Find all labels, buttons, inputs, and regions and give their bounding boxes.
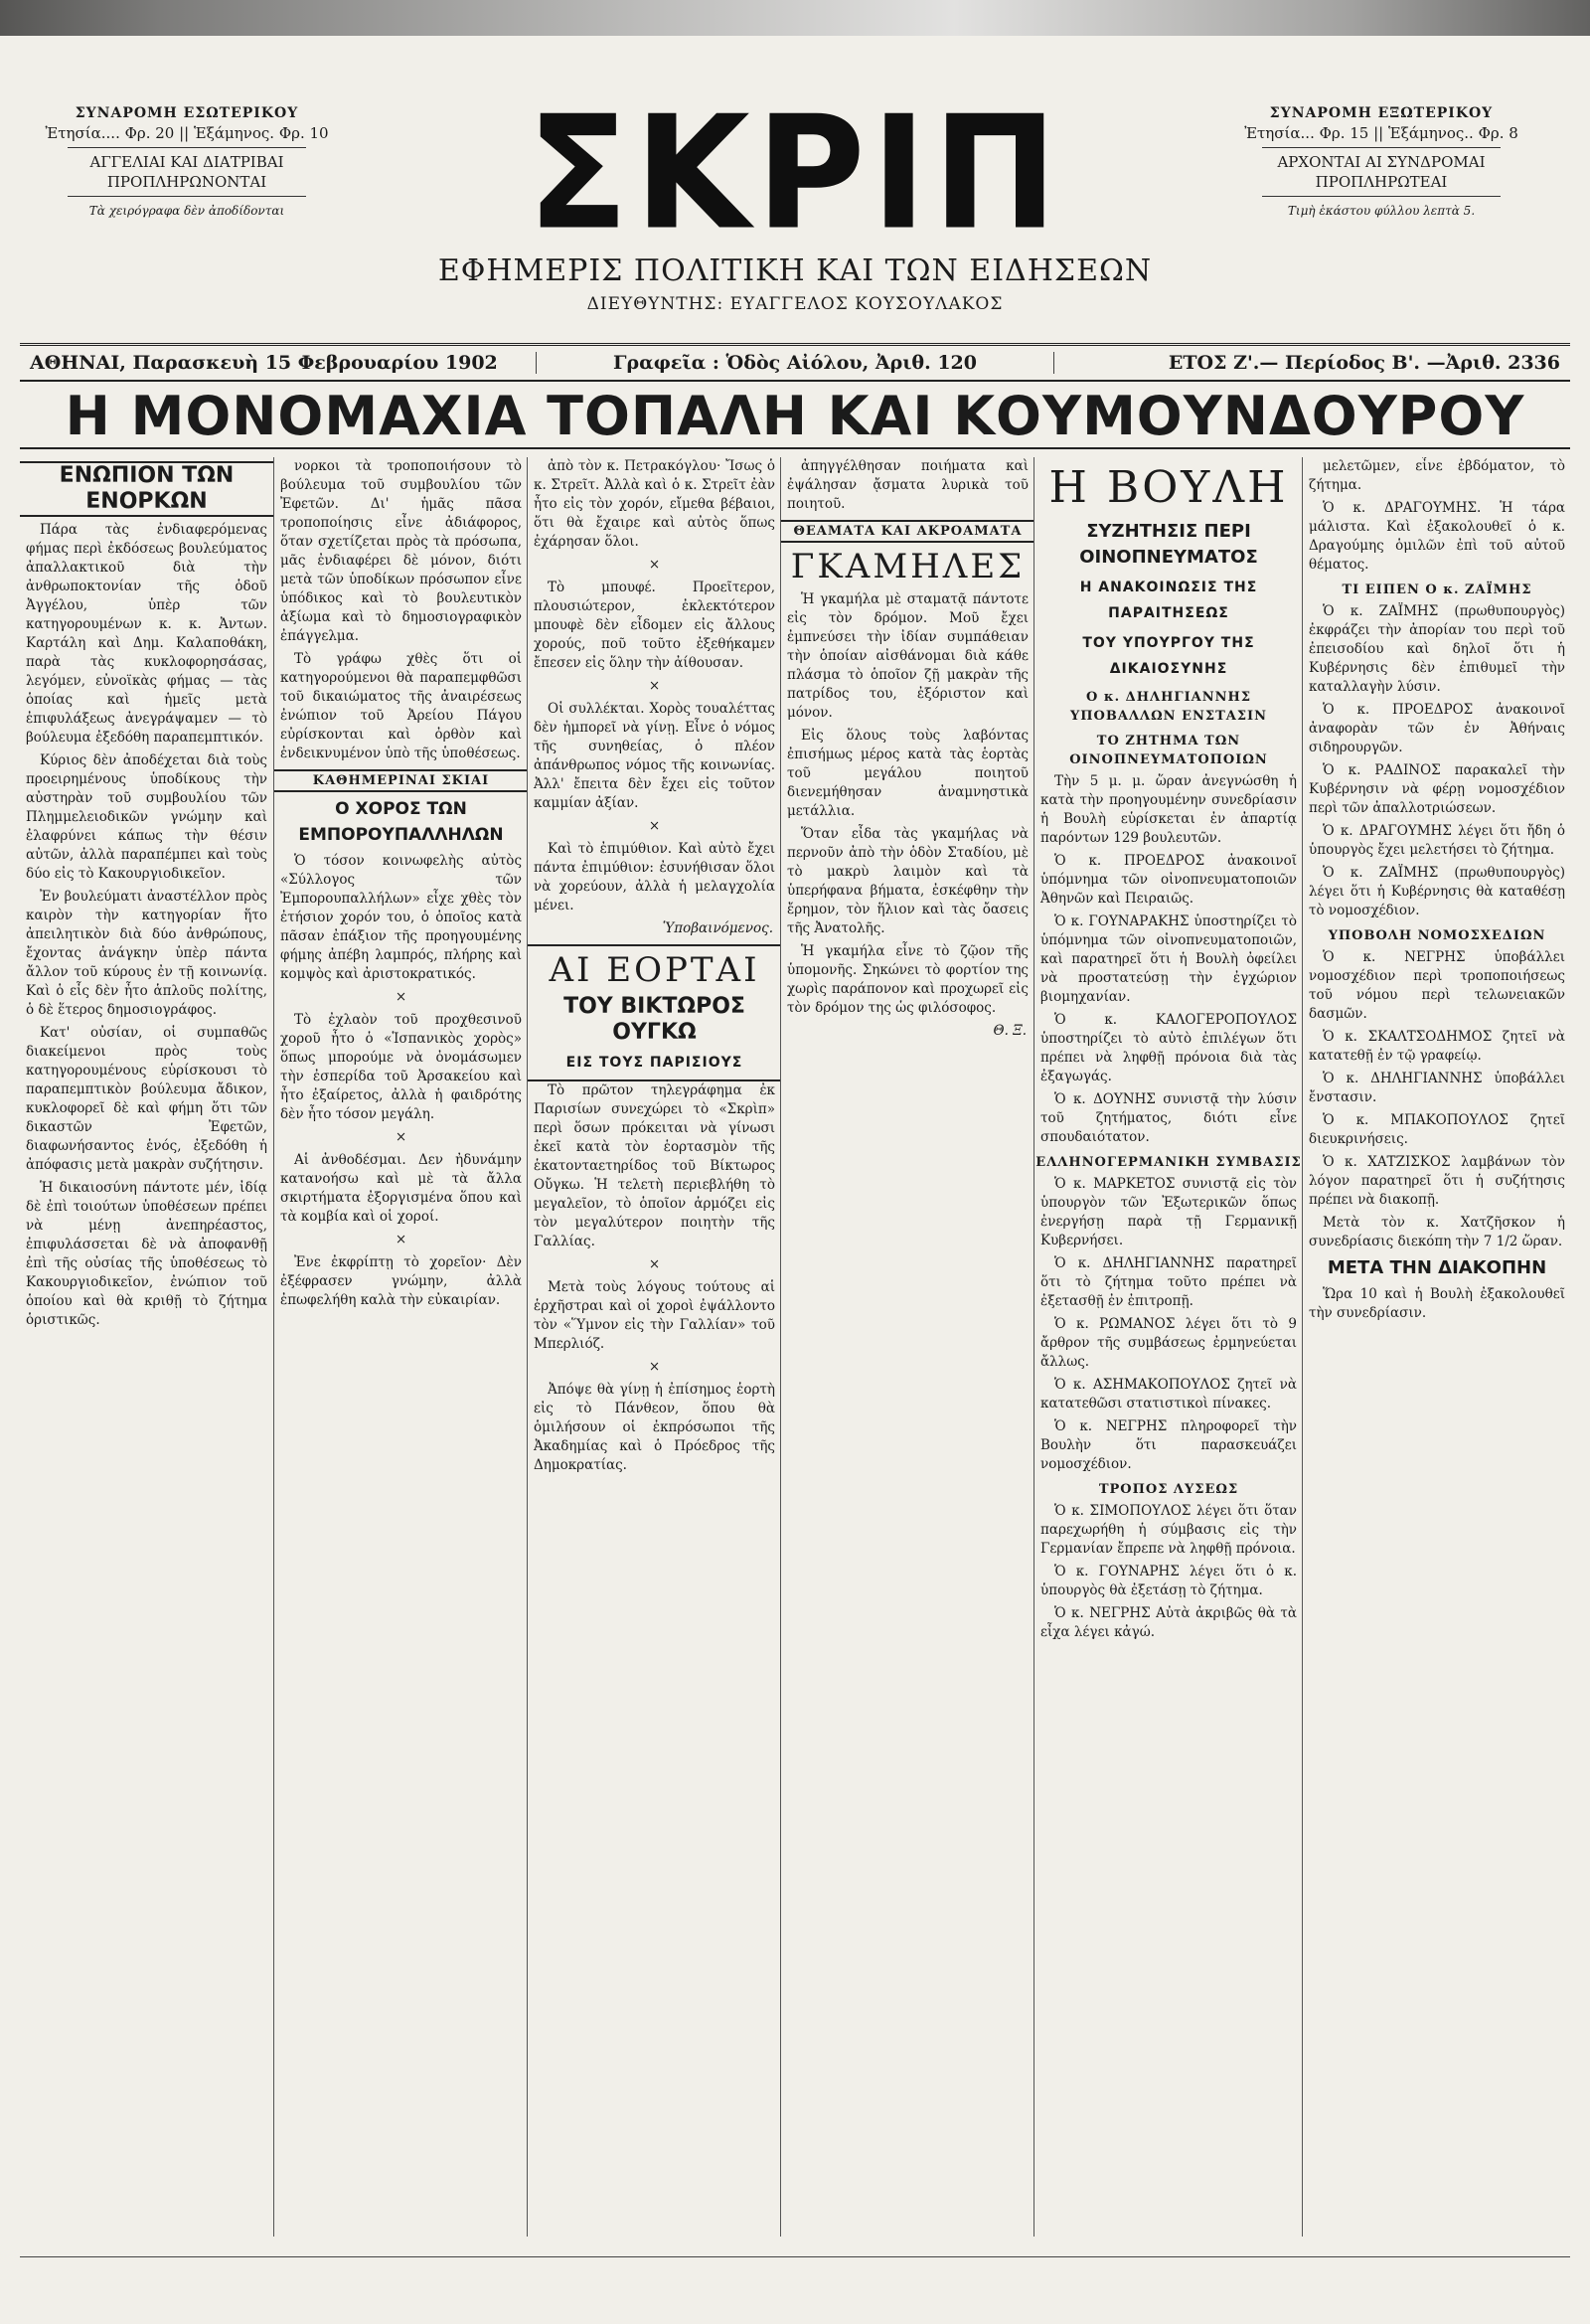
paragraph: Ὁ κ. ΜΑΡΚΕΤΟΣ συνιστᾷ εἰς τὸν ὑπουργὸν τῶν Ἐξωτερικῶν ὅπως ἐνεργήσῃ παρὰ τῇ Γερμανικῇ Κυβερνήσει. bbox=[1040, 1176, 1297, 1248]
section-separator: × bbox=[648, 1256, 661, 1272]
section-separator: × bbox=[648, 1359, 661, 1375]
paragraph: Ὁ τόσον κοινωφελὴς αὐτὸς «Σύλλογος τῶν Ἐμπορουπαλλήλων» εἶχε χθὲς τὸν ἐτήσιον χορόν του, ὁ ὁποῖος κατὰ πᾶσαν ἐπάξιον τῆς προηγουμένης φήμης ἀπέβη λαμπρός, πλήρης καὶ κομψὸς καὶ ἀριστοκρατικός. bbox=[280, 853, 522, 982]
section-separator: × bbox=[395, 989, 407, 1005]
manuscripts-note: Τὰ χειρόγραφα δὲν ἀποδίδονται bbox=[88, 204, 285, 218]
column-2 bbox=[273, 457, 528, 2237]
paragraph: ἀπὸ τὸν κ. Πετρακόγλου· Ἴσως ὁ κ. Στρεῖτ. Ἀλλὰ καὶ ὁ κ. Στρεῖτ ἐὰν ἦτο εἰς τὸν χορόν, εἴμεθα βέβαιοι, ὅτι θὰ ἔχαιρε καὶ αὐτὸς ὅπως ἐχάρησαν ὅλοι. bbox=[534, 458, 775, 550]
paragraph: Ὁ κ. ΔΡΑΓΟΥΜΗΣ λέγει ὅτι ἤδη ὁ ὑπουργὸς ἔχει μελετήσει τὸ ζήτημα. bbox=[1309, 823, 1565, 858]
paragraph: Ἡ δικαιοσύνη πάντοτε μέν, ἰδίᾳ δὲ ἐπὶ τοιούτων ὑποθέσεων πρέπει νὰ μένῃ ἀνεπηρέαστος, ἐπιφυλάσσεται δὲ νὰ ἀποφανθῇ ἐπὶ τῆς οὐσίας τῆς ὑποθέσεως τὸ Κακουργιοδικεῖον, ἐνώπιον τοῦ ὁποίου καὶ θὰ κριθῇ τὸ ζήτημα ὁριστικῶς. bbox=[26, 1180, 267, 1328]
subheading-objection: Ο κ. ΔΗΛΗΓΙΑΝΝΗΣ ΥΠΟΒΑΛΛΩΝ ΕΝΣΤΑΣΙΝ bbox=[1069, 690, 1267, 724]
paragraph: Τὸ ἐχλαὸν τοῦ προχθεσινοῦ χοροῦ ἦτο ὁ «Ἱσπανικὸς χορὸς» ὅπως μπορούμε νὰ ὀνομάσωμεν τὴν ἐσπερίδα τοῦ Ἀρσακείου καὶ ἦτο ἐξαίρετος, ἀλλὰ ἡ φαιδρότης δὲν ἦτο τόσον μεγάλη. bbox=[280, 1012, 522, 1122]
paragraph: Κατ' οὐσίαν, οἱ συμπαθῶς διακείμενοι πρὸς τοὺς κατηγορουμένους εὑρίσκουσι τὸ παραπεμπτικὸν βούλευμα ἄδικον, κυκλοφορεῖ δὲ καὶ φήμη ὅτι τῶν δικαστῶν Ἐφετῶν, διαφωνήσαντος ἑνός, ἐξεδόθη ἡ ἀπόφασις μετὰ μακρὰν συζήτησιν. bbox=[26, 1025, 267, 1173]
paragraph: Τὸ μπουφέ. Προεῖτερον, πλουσιώτερον, ἐκλεκτότερον μπουφὲ δὲν εἶδομεν εἰς ἄλλους χορούς, ποῦ τοῦτο ἐξεθήκαμεν ἔπεσεν εἰς ὅλην τὴν ἀίθουσαν. bbox=[534, 580, 775, 671]
article-heading-hugo bbox=[528, 944, 781, 1081]
paragraph: Ὁ κ. ΔΡΑΓΟΥΜΗΣ. Ἡ τάρα μάλιστα. Καὶ ἐξακολουθεῖ ὁ κ. Δραγούμης ὁμιλῶν ἐπὶ τοῦ αὐτοῦ θέματος. bbox=[1309, 500, 1565, 573]
paragraph: Ὁ κ. ΡΑΔΙΝΟΣ παρακαλεῖ τὴν Κυβέρνησιν νὰ φέρῃ νομοσχέδιον περὶ τῶν ἀπαλλοτριώσεων. bbox=[1309, 762, 1565, 816]
paragraph: Ὁ κ. ΣΙΜΟΠΟΥΛΟΣ λέγει ὅτι ὅταν παρεχωρήθη ἡ σύμβασις εἰς τὴν Γερμανίαν ἔπρεπε νὰ ληφθῇ πρόνοια. bbox=[1040, 1503, 1297, 1557]
paragraph: Τὸ γράφω χθὲς ὅτι οἱ κατηγορούμενοι θὰ παραπεμφθῶσι τοῦ δικαιώματος τῆς ἀναιρέσεως ἐνώπιον τοῦ Ἀρείου Πάγου εὐρίσκονται καὶ ὀρθὸν καὶ ἐνδεικνυμένον ὑπὸ τῆς ὑποθέσεως. bbox=[280, 651, 522, 761]
paragraph: Ὁ κ. ΝΕΓΡΗΣ ὑποβάλλει νομοσχέδιον περὶ τροποποιήσεως τοῦ νόμου περὶ τελωνειακῶν δασμῶν. bbox=[1309, 949, 1565, 1022]
section-heading-after-break: ΜΕΤΑ ΤΗΝ ΔΙΑΚΟΠΗΝ bbox=[1327, 1257, 1547, 1278]
paragraph: Ὁ κ. ΣΚΑΛΤΣΟΔΗΜΟΣ ζητεῖ νὰ κατατεθῇ ἐν τῷ γραφείῳ. bbox=[1309, 1029, 1565, 1064]
column-4 bbox=[780, 457, 1034, 2237]
paragraph: Ὁ κ. ΓΟΥΝΑΡΗΣ λέγει ὅτι ὁ κ. ὑπουργὸς θὰ ἐξετάσῃ τὸ ζήτημα. bbox=[1040, 1564, 1297, 1598]
main-headline: Η ΜΟΝΟΜΑΧΙΑ ΤΟΠΑΛΗ ΚΑΙ ΚΟΥΜΟΥΝΔΟΥΡΟΥ bbox=[20, 386, 1570, 449]
paragraph: νορκοι τὰ τροποποιήσουν τὸ βούλευμα τοῦ συμβουλίου τῶν Ἐφετῶν. Δι' ἡμᾶς πᾶσα τροποποίησις εἶνε ἀδιάφορος, ὅταν σχετίζεται πρὸς τὰ πρόσωπα, μᾶς ἐνδιαφέρει δὲ μόνον, διότι μετὰ τῶν ὑποδίκων πρόσωπον εἶνε ὑπόδικος καὶ τὸ βουλευτικὸν ἀξίωμα καὶ τὸ δημοσιογραφικὸν ἐπάγγελμα. bbox=[280, 458, 522, 644]
paragraph: Ἀπόψε θὰ γίνῃ ἡ ἐπίσημος ἑορτὴ εἰς τὸ Πάνθεον, ὅπου θὰ ὁμιλήσουν οἱ ἐκπρόσωποι τῆς Ἀκαδημίας καὶ ὁ Πρόεδρος τῆς Δημοκρατίας. bbox=[534, 1382, 775, 1473]
article-heading-jury: ΕΝΩΠΙΟΝ ΤΩΝ ΕΝΟΡΚΩΝ bbox=[20, 461, 273, 517]
paragraph: Αἱ ἀνθοδέσμαι. Δεν ἠδυνάμην κατανοήσω καὶ μὲ τὰ ἄλλα σκιρτήματα ἐξοργισμένα ὅπου καὶ τὰ κομβία καὶ οἱ χοροί. bbox=[280, 1152, 522, 1225]
paragraph: Ὁ κ. ΑΣΗΜΑΚΟΠΟΥΛΟΣ ζητεῖ νὰ κατατεθῶσι στατιστικοὶ πίνακες. bbox=[1040, 1377, 1297, 1411]
subheading-justice-minister: ΤΟΥ ΥΠΟΥΡΓΟΥ ΤΗΣ ΔΙΚΑΙΟΣΥΝΗΣ bbox=[1082, 635, 1255, 677]
paragraph: Ὥρα 10 καὶ ἡ Βουλὴ ἐξακολουθεῖ τὴν συνεδρίασιν. bbox=[1309, 1286, 1565, 1321]
paragraph: Πάρα τὰς ἐνδιαφερόμενας φήμας περὶ ἐκδόσεως βουλεύματος ἀπαλλακτικοῦ διὰ τὴν ἀνθρωποκτονίαν τῆς ὁδοῦ Ἀγγέλου, ὑπὲρ τῶν κατηγορουμένων κ. κ. Ἀντων. Καρτάλη καὶ Δημ. Καλαποθάκη, παρὰ τὰς κυκλοφορησάσας, λεγόμεν, εὐνοϊκὰς φήμας — τὰς ὁποίας καὶ ἡμεῖς μετὰ ἐπιφυλάξεως ἀνεγράψαμεν — τὸ βούλευμα ἐξεδόθη παραπεμπτικόν. bbox=[26, 522, 267, 746]
newspaper-title: ΣΚΡΙΠ bbox=[527, 83, 1063, 265]
heading-line-1: ΑΙ ΕΟΡΤΑΙ bbox=[549, 950, 760, 990]
article-heading-parliament: Η ΒΟΥΛΗ bbox=[1048, 462, 1289, 513]
office-address: Γραφεῖα : Ὁδὸς Αἰόλου, Ἀριθ. 120 bbox=[536, 352, 1052, 374]
newspaper-director: ΔΙΕΥΘΥΝΤΗΣ: ΕΥΑΓΓΕΛΟΣ ΚΟΥΣΟΥΛΑΚΟΣ bbox=[586, 294, 1004, 314]
issue-price: Τιμὴ ἑκάστου φύλλου λεπτὰ 5. bbox=[1287, 204, 1476, 218]
paragraph: Ὁ κ. ΔΗΛΗΓΙΑΝΝΗΣ παρατηρεῖ ὅτι τὸ ζήτημα τοῦτο πρέπει νὰ ἐξετασθῇ ἐν ἐπιτροπῇ. bbox=[1040, 1255, 1297, 1309]
paragraph: Ὁ κ. ΚΑΛΟΓΕΡΟΠΟΥΛΟΣ ὑποστηρίζει τὸ αὐτὸ ἐπιλέγων ὅτι πρέπει νὰ ληφθῇ πρόνοια διὰ τὰς ἐξαγωγάς. bbox=[1040, 1012, 1297, 1084]
paragraph: Ὁ κ. ΔΟΥΝΗΣ συνιστᾷ τὴν λύσιν τοῦ ζητήματος, διότι εἶνε σπουδαιότατον. bbox=[1040, 1091, 1297, 1145]
article-columns bbox=[20, 457, 1570, 2237]
dateline-bar bbox=[20, 343, 1570, 382]
subscription-domestic-price: Ἐτησία.... Φρ. 20 || Ἑξάμηνος. Φρ. 10 bbox=[45, 124, 329, 142]
column-6 bbox=[1302, 457, 1571, 2237]
paragraph: Τὴν 5 μ. μ. ὥραν ἀνεγνώσθη ἡ κατὰ τὴν προηγουμένην συνεδρίασιν ἡ Βουλὴ εὑρίσκεται ἐν ἀπαρτίᾳ παρόντων 129 βουλευτῶν. bbox=[1040, 773, 1297, 846]
article-signature: Θ. Ξ. bbox=[993, 1023, 1027, 1039]
subscriptions-line-2: ΠΡΟΠΛΗΡΩΤΕΑΙ bbox=[1315, 173, 1448, 191]
column-3 bbox=[527, 457, 781, 2237]
paragraph: Κύριος δὲν ἀποδέχεται διὰ τοὺς προειρημένους ὑποδίκους τὴν αὐστηρὰν τοῦ συμβουλίου τῶν Πλημμελειοδικῶν γνώμην καὶ ἐλαφρύνει κάπως τὴν θέσιν αὐτῶν, ἀλλὰ παραπέμπει καὶ τοὺς δύο εἰς τὸ Κακουργιοδικεῖον. bbox=[26, 752, 267, 882]
paragraph: Ὁ κ. ΓΟΥΝΑΡΑΚΗΣ ὑποστηρίζει τὸ ὑπόμνημα τῶν οἰνοπνευματοποιῶν, καὶ παρατηρεῖ ὅτι ἡ Βουλὴ ὀφείλει νὰ προστατεύσῃ τὴν ἐγχώριον βιομηχανίαν. bbox=[1040, 913, 1297, 1005]
paragraph: ἀπηγγέλθησαν ποιήματα καὶ ἐψάλησαν ᾄσματα λυρικὰ τοῦ ποιητοῦ. bbox=[787, 458, 1029, 512]
section-separator: × bbox=[648, 818, 661, 834]
masthead-left-box bbox=[28, 103, 346, 221]
paragraph: Ὁ κ. ΠΡΟΕΔΡΟΣ ἀνακοινοῖ ὑπόμνημα τῶν οἰνοπνευματοποιῶν Ἀθηνῶν καὶ Πειραιῶς. bbox=[1040, 853, 1297, 907]
section-separator: × bbox=[648, 678, 661, 694]
paragraph: μελετῶμεν, εἶνε ἐβδόματον, τὸ ζήτημα. bbox=[1309, 458, 1565, 493]
heading-line-2: ΤΟΥ ΒΙΚΤΩΡΟΣ ΟΥΓΚΩ bbox=[563, 994, 745, 1045]
paragraph: Ὁ κ. ΔΗΛΗΓΙΑΝΝΗΣ ὑποβάλλει ἔνστασιν. bbox=[1309, 1071, 1565, 1105]
article-heading-ball: Ο ΧΟΡΟΣ ΤΩΝ ΕΜΠΟΡΟΥΠΑΛΛΗΛΩΝ bbox=[298, 799, 504, 845]
paragraph: Εἰς ὅλους τοὺς λαβόντας ἐπισήμως μέρος κατὰ τὰς ἑορτὰς τοῦ μεγάλου ποιητοῦ διενεμήθησαν ἀναμνηστικὰ μετάλλια. bbox=[787, 728, 1029, 819]
subheading-alcohol: ΣΥΖΗΤΗΣΙΣ ΠΕΡΙ ΟΙΝΟΠΝΕΥΜΑΤΟΣ bbox=[1079, 521, 1258, 568]
article-signature: Ὑποβαινόμενος. bbox=[662, 920, 773, 936]
paragraph: Ὁ κ. ΜΠΑΚΟΠΟΥΛΟΣ ζητεῖ διευκρινήσεις. bbox=[1309, 1112, 1565, 1147]
section-separator: × bbox=[395, 1129, 407, 1145]
section-separator: × bbox=[648, 557, 661, 573]
paragraph: Ἡ γκαμήλα εἶνε τὸ ζῷον τῆς ὑπομονῆς. Σηκώνει τὸ φορτίον της χωρὶς παράπονον καὶ προχωρεῖ εἰς τὸν δρόμον της ὡς φιλόσοφος. bbox=[787, 943, 1029, 1016]
ads-line-1: ΑΓΓΕΛΙΑΙ ΚΑΙ ΔΙΑΤΡΙΒΑΙ bbox=[89, 153, 284, 171]
page-top-edge bbox=[0, 0, 1590, 36]
masthead bbox=[0, 40, 1590, 338]
column-1 bbox=[20, 457, 273, 2237]
paragraph: Μετὰ τὸν κ. Χατζῆσκον ἡ συνεδρίασις διεκόπη τὴν 7 1/2 ὥραν. bbox=[1309, 1215, 1565, 1249]
paragraph: Οἱ συλλέκται. Χορὸς τουαλέττας δὲν ἠμπορεῖ νὰ γίνῃ. Εἶνε ὁ νόμος τῆς συνηθείας, ὁ πλέον ἀπάνθρωπος νόμος τῆς κοινωνίας. Ἀλλ' ἔπειτα δὲν ἔχει εἰς τοῦτον καμμίαν ἀξίαν. bbox=[534, 701, 775, 811]
heading-line-3: ΕΙΣ ΤΟΥΣ ΠΑΡΙΣΙΟΥΣ bbox=[565, 1055, 743, 1071]
paragraph: Ὁ κ. ΖΑΪΜΗΣ (πρωθυπουργὸς) ἐκφράζει τὴν ἀπορίαν του περὶ τοῦ ἐπεισοδίου καὶ δηλοῖ ὅτι ἡ Κυβέρνησις δὲν ἐπιθυμεῖ τὴν καταλλαγὴν λύσιν. bbox=[1309, 603, 1565, 695]
paragraph: Ὅταν εἶδα τὰς γκαμήλας νὰ περνοῦν ἀπὸ τὴν ὁδὸν Σταδίου, μὲ τὸ μακρὺ λαιμὸν καὶ τὰ ὑπερήφανα βήματα, ἐσκέφθην τὴν ἔρημον, τὸν ἥλιον καὶ τὰς ὄασεις τῆς Ἀνατολῆς. bbox=[787, 826, 1029, 936]
paragraph: Καὶ τὸ ἐπιμύθιον. Καὶ αὐτὸ ἔχει πάντα ἐπιμύθιον: ἐσυνήθισαν ὅλοι νὰ χορεύουν, ἀλλὰ ἡ μελαγχολία μένει. bbox=[534, 841, 775, 913]
paragraph: Ἡ γκαμήλα μὲ σταματᾷ πάντοτε εἰς τὸν δρόμον. Μοῦ ἔχει ἐμπνεύσει τὴν ἰδίαν συμπάθειαν τὴν ὁποίαν αἰσθάνομαι διὰ κάθε πλάσμα τὸ ὁποῖον ζῇ μακρὰν τῆς πατρίδος του, ἐξόριστον καὶ μόνον. bbox=[787, 591, 1029, 721]
section-heading-spectacles: ΘΕΑΜΑΤΑ ΚΑΙ ΑΚΡΟΑΜΑΤΑ bbox=[781, 520, 1034, 543]
subheading-resignation: Η ΑΝΑΚΟΙΝΩΣΙΣ ΤΗΣ ΠΑΡΑΙΤΗΣΕΩΣ bbox=[1079, 580, 1258, 621]
section-heading-bills: ΥΠΟΒΟΛΗ ΝΟΜΟΣΧΕΔΙΩΝ bbox=[1328, 928, 1546, 943]
issue-number: ΕΤΟΣ Ζ'.— Περίοδος Β'. —Ἀριθ. 2336 bbox=[1053, 352, 1570, 374]
paragraph: Ὁ κ. ΠΡΟΕΔΡΟΣ ἀνακοινοῖ ἀναφορὰν τῶν ἐν Ἀθήναις σιδηρουργῶν. bbox=[1309, 702, 1565, 755]
paragraph: Ὁ κ. ΖΑΪΜΗΣ (πρωθυπουργὸς) λέγει ὅτι ἡ Κυβέρνησις θὰ καταθέσῃ τὸ νομοσχέδιον. bbox=[1309, 865, 1565, 918]
newspaper-subtitle: ΕΦΗΜΕΡΙΣ ΠΟΛΙΤΙΚΗ ΚΑΙ ΤΩΝ ΕΙΔΗΣΕΩΝ bbox=[437, 253, 1153, 288]
subscription-foreign-price: Ἐτησία... Φρ. 15 || Ἑξάμηνος.. Φρ. 8 bbox=[1244, 124, 1518, 142]
subscription-domestic-label: ΣΥΝΑΡΟΜΗ ΕΣΩΤΕΡΙΚΟΥ bbox=[75, 105, 299, 121]
subscriptions-line-1: ΑΡΧΟΝΤΑΙ ΑΙ ΣΥΝΔΡΟΜΑΙ bbox=[1277, 153, 1486, 171]
paragraph: Ἐν βουλεύματι ἀναστέλλον πρὸς καιρὸν τὴν κατηγορίαν ἥτο ἀπειλητικὸν διὰ δύο ἀνθρώπους, ἔχοντας ἀνάγκην ὑπὲρ πάντα ἄλλον τοῦ κύρους ἐν τῇ κοινωνίᾳ. Καὶ ὁ εἷς δὲν ἦτο ἁπλοῦς πολίτης, ὁ δὲ ἕτερος δημοσιογράφος. bbox=[26, 889, 267, 1018]
paragraph: Ὁ κ. ΝΕΓΡΗΣ Αὐτὰ ἀκριβῶς θὰ τὰ εἶχα λέγει κἀγώ. bbox=[1040, 1605, 1297, 1640]
section-separator: × bbox=[395, 1232, 407, 1247]
paragraph: Ἐνε ἐκφρίπτῃ τὸ χορεῖον· Δὲν ἐξέφρασεν γνώμην, ἀλλὰ ἐπωφελήθη καλὰ τὴν εὐκαιρίαν. bbox=[280, 1254, 522, 1308]
section-heading-solution: ΤΡΟΠΟΣ ΛΥΣΕΩΣ bbox=[1098, 1482, 1239, 1497]
article-heading-camels: ΓΚΑΜΗΛΕΣ bbox=[790, 547, 1026, 586]
section-heading-greek-german: ΕΛΛΗΝΟΓΕΡΜΑΝΙΚΗ ΣΥΜΒΑΣΙΣ bbox=[1035, 1155, 1302, 1170]
masthead-right-box bbox=[1222, 103, 1540, 221]
paragraph: Τὸ πρῶτον τηλεγράφημα ἐκ Παρισίων συνεχώρει τὸ «Σκρὶπ» περὶ ὅσων πρόκειται νὰ γίνωσι ἐκεῖ κατὰ τὸν ἑορτασμὸν τῆς ἑκατονταετηρίδος τοῦ Βίκτωρος Οὔγκω. Ἡ τελετὴ περιεβλήθη τὸ μεγαλεῖον, τὸ ὁποῖον ἁρμόζει εἰς τὸν μεγαλύτερον ποιητὴν τῆς Γαλλίας. bbox=[534, 1082, 775, 1249]
paragraph: Μετὰ τοὺς λόγους τούτους αἱ ἑρχῆστραι καὶ οἱ χοροὶ ἐψάλλοντο τὸν «Ὕμνον εἰς τὴν Γαλλίαν» τοῦ Μπερλιόζ. bbox=[534, 1279, 775, 1352]
issue-date: ΑΘΗΝΑΙ, Παρασκευὴ 15 Φεβρουαρίου 1902 bbox=[30, 352, 498, 374]
section-heading-distillers: ΤΟ ΖΗΤΗΜΑ ΤΩΝ ΟΙΝΟΠΝΕΥΜΑΤΟΠΟΙΩΝ bbox=[1069, 734, 1268, 767]
column-5 bbox=[1034, 457, 1303, 2237]
page-bottom-rule bbox=[20, 2256, 1570, 2257]
paragraph: Ὁ κ. ΧΑΤΖΙΣΚΟΣ λαμβάνων τὸν λόγον παρατηρεῖ ὅτι ἡ συζήτησις πρέπει νὰ διακοπῇ. bbox=[1309, 1154, 1565, 1208]
paragraph: Ὁ κ. ΝΕΓΡΗΣ πληροφορεῖ τὴν Βουλὴν ὅτι παρασκευάζει νομοσχέδιον. bbox=[1040, 1418, 1297, 1472]
paragraph: Ὁ κ. ΡΩΜΑΝΟΣ λέγει ὅτι τὸ 9 ἄρθρον τῆς συμβάσεως ἐρμηνεύεται ἄλλως. bbox=[1040, 1316, 1297, 1370]
ads-line-2: ΠΡΟΠΛΗΡΩΝΟΝΤΑΙ bbox=[106, 173, 267, 191]
section-heading-daily-shadows: ΚΑΘΗΜΕΡΙΝΑΙ ΣΚΙΑΙ bbox=[274, 769, 528, 792]
section-heading-zaimis: ΤΙ ΕΙΠΕΝ Ο κ. ΖΑΪΜΗΣ bbox=[1342, 582, 1532, 597]
subscription-foreign-label: ΣΥΝΑΡΟΜΗ ΕΞΩΤΕΡΙΚΟΥ bbox=[1269, 105, 1494, 121]
